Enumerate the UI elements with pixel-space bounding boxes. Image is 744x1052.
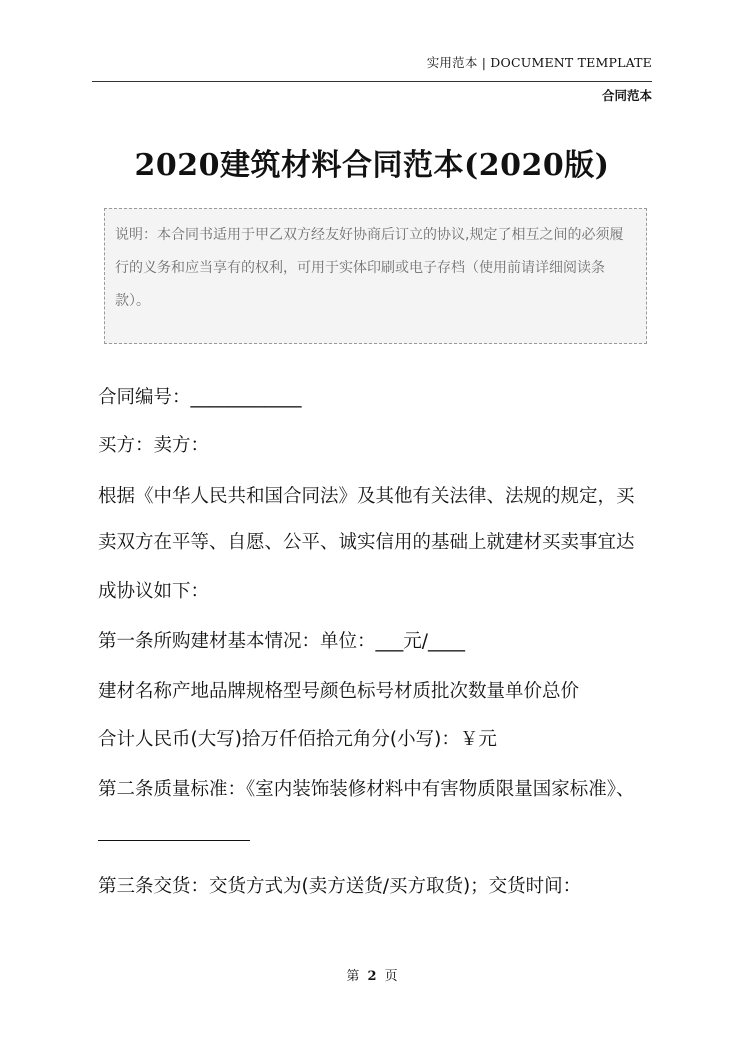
preamble-line-1: 根据《中华人民共和国合同法》及其他有关法律、法规的规定，买 bbox=[98, 486, 635, 507]
article-2-line: 第二条质量标准：《室内装饰装修材料中有害物质限量国家标准》、 bbox=[98, 779, 635, 800]
parties-line: 买方：卖方： bbox=[98, 435, 210, 456]
footer-suffix: 页 bbox=[384, 969, 398, 984]
document-title: 2020建筑材料合同范本(2020版) bbox=[134, 148, 610, 183]
total-amount-line: 合计人民币(大写)拾万仟佰拾元角分(小写)：￥元 bbox=[98, 729, 497, 750]
header-divider bbox=[92, 81, 652, 82]
article-3-line: 第三条交货：交货方式为(卖方送货/买方取货)；交货时间： bbox=[98, 876, 582, 897]
notice-text: 说明：本合同书适用于甲乙双方经友好协商后订立的协议,规定了相互之间的必须履行的义务和应当享有的权利，可用于实体印刷或电子存档（使用前请详细阅读条款）。 bbox=[115, 227, 624, 309]
blank-underline bbox=[98, 840, 250, 841]
footer-prefix: 第 bbox=[346, 969, 360, 984]
notice-box bbox=[104, 208, 647, 344]
page-number: 2 bbox=[367, 969, 377, 984]
contract-number-line: 合同编号：____________ bbox=[98, 387, 302, 408]
page-footer bbox=[0, 965, 744, 984]
header-brand: 实用范本 | DOCUMENT TEMPLATE bbox=[426, 55, 652, 70]
article-1-line: 第一条所购建材基本情况：单位：___元/____ bbox=[98, 631, 465, 652]
header-category: 合同范本 bbox=[601, 88, 652, 103]
preamble-line-3: 成协议如下： bbox=[98, 581, 210, 602]
material-columns-line: 建材名称产地品牌规格型号颜色标号材质批次数量单价总价 bbox=[98, 681, 580, 702]
preamble-line-2: 卖双方在平等、自愿、公平、诚实信用的基础上就建材买卖事宜达 bbox=[98, 532, 635, 553]
